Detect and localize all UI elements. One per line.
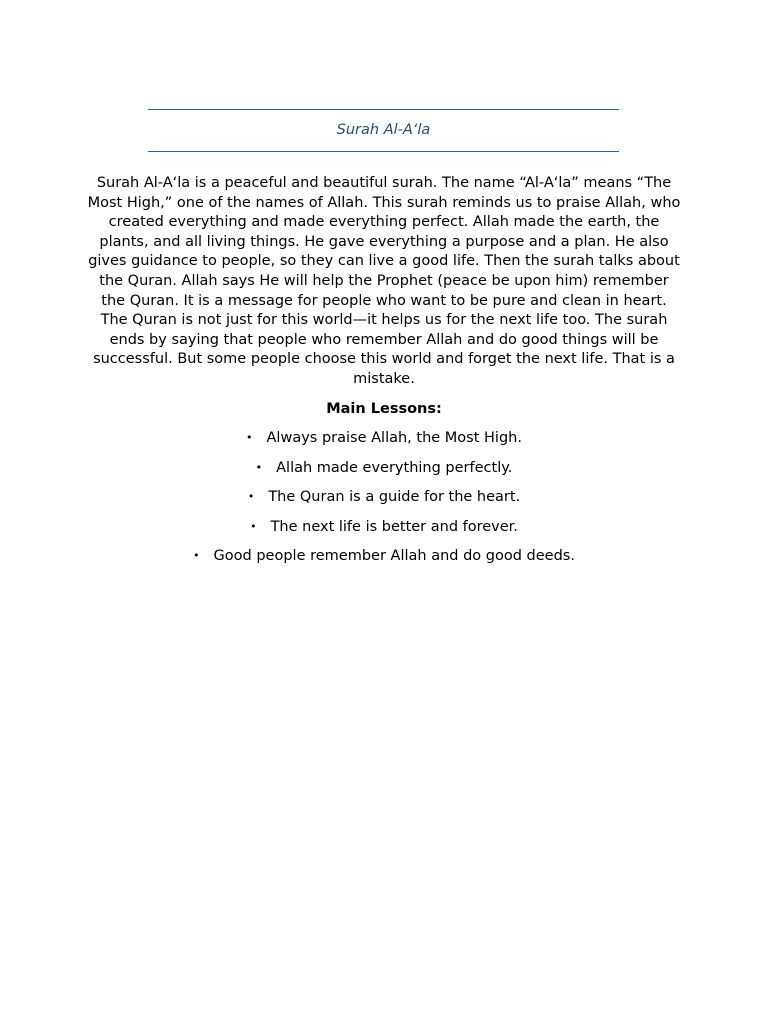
lesson-text: Always praise Allah, the Most High. <box>266 430 522 446</box>
bullet-icon: • <box>255 460 263 474</box>
bullet-icon: • <box>247 490 255 503</box>
bullet-icon: • <box>246 431 253 444</box>
bullet-icon: • <box>193 549 200 562</box>
lessons-heading: Main Lessons: <box>326 401 442 417</box>
list-item <box>0 487 768 517</box>
lesson-text: The Quran is a guide for the heart. <box>268 489 521 505</box>
document-title: Surah Al-A‘la <box>336 122 431 138</box>
lesson-text: The next life is better and forever. <box>270 518 518 535</box>
list-item <box>0 517 768 547</box>
list-item <box>0 546 768 576</box>
title-block <box>148 109 619 152</box>
lesson-text: Allah made everything perfectly. <box>276 459 513 476</box>
intro-paragraph: Surah Al-A‘la is a peaceful and beautiful surah. The name “Al-A‘la” means “The Most High,” one of the names of Allah. This surah reminds us to praise Allah, who created everything and made everything perfect. Allah made the earth, the plants, and all living things. He gave everything a purpose and a plan. He also gives guidance to people, so they can live a good life. Then the surah talks about the Quran. Allah says He will help the Prophet (peace be upon him) remember the Quran. It is a message for people who want to be pure and clean in heart. The Quran is not just for this world—it helps us for the next life too. The surah ends by saying that people who remember Allah and do good things will be successful. But some people choose this world and forget the next life. That is a mistake. <box>87 175 681 387</box>
lessons-list <box>0 428 768 576</box>
lesson-text: Good people remember Allah and do good deeds. <box>213 548 575 564</box>
list-item <box>0 458 768 488</box>
bullet-icon: • <box>250 519 257 533</box>
list-item <box>0 428 768 458</box>
